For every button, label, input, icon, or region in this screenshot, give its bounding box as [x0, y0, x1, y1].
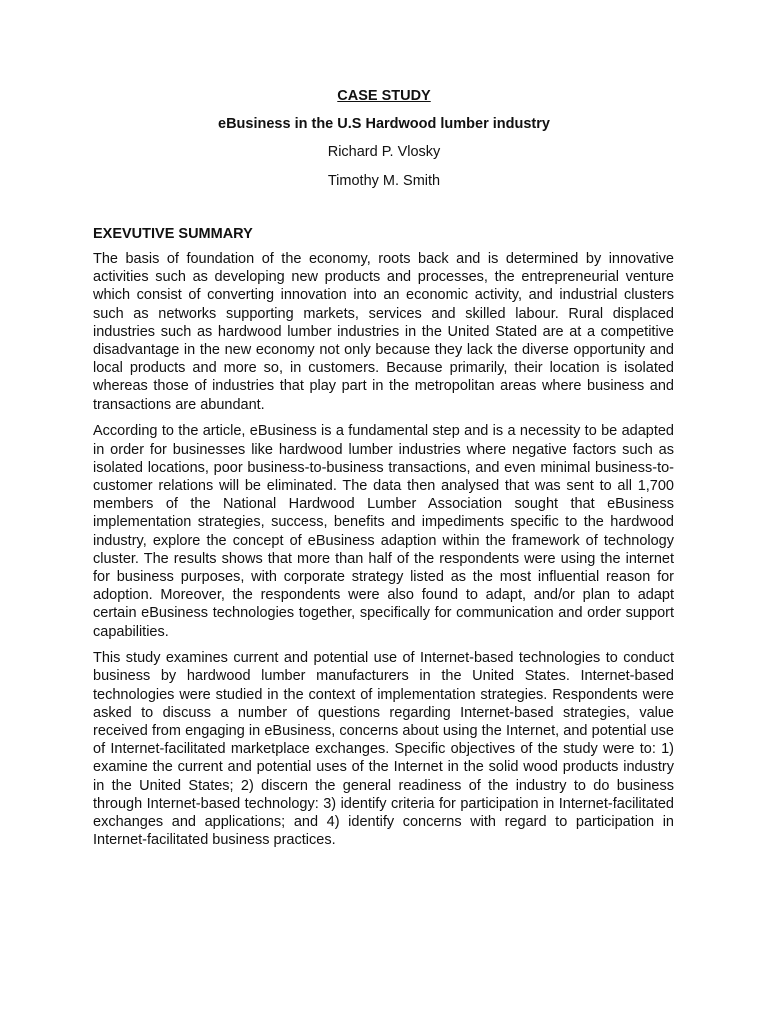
executive-summary-section — [93, 224, 674, 858]
body-paragraph: The basis of foundation of the economy, roots back and is determined by innovative activities such as developing new products and processes, the entrepreneurial venture which consist of converting innovation into an economic activity, and industrial clusters such as networks supporting markets, services and skilled labour. Rural displaced industries such as hardwood lumber industries in the United Stated are at a competitive disadvantage in the new economy not only because they lack the diverse opportunity and local products and more so, in customers. Because primarily, their location is isolated whereas those of industries that play part in the metropolitan areas where business and transactions are abundant. — [93, 251, 674, 413]
section-heading: EXEVUTIVE SUMMARY — [93, 226, 253, 242]
case-study-label: CASE STUDY — [337, 88, 431, 104]
author-name: Timothy M. Smith — [327, 173, 441, 189]
body-paragraph: According to the article, eBusiness is a fundamental step and is a necessity to be adapted in order for businesses like hardwood lumber industries where negative factors such as isolated locations, poor business-to-business transactions, and even minimal business-to-customer relations will be eliminated. The data then analysed that was sent to all 1,700 members of the National Hardwood Lumber Association sought that eBusiness implementation strategies, success, benefits and impediments specific to the hardwood industry, explore the concept of eBusiness adaption within the framework of technology cluster. The results shows that more than half of the respondents were using the internet for business purposes, with corporate strategy listed as the most influential reason for adoption. Moreover, the respondents were also found to adapt, and/or plan to adapt certain eBusiness technologies together, specifically for communication and order support capabilities. — [93, 423, 674, 640]
body-paragraph: This study examines current and potential use of Internet-based technologies to conduct business by hardwood lumber manufacturers in the United States. Internet-based technologies were studied in the context of implementation strategies. Respondents were asked to discuss a number of questions regarding Internet-based strategies, value received from engaging in eBusiness, concerns about using the Internet, and potential use of Internet-facilitated marketplace exchanges. Specific objectives of the study were to: 1) examine the current and potential uses of the Internet in the solid wood products industry in the United States; 2) discern the general readiness of the industry to do business through Internet-based technology: 3) identify criteria for participation in Internet-facilitated exchanges and applications; and 4) identify concerns with regard to participation in Internet-facilitated business practices. — [93, 650, 674, 849]
author-name: Richard P. Vlosky — [327, 144, 441, 160]
paper-title: eBusiness in the U.S Hardwood lumber industry — [218, 116, 550, 132]
document-header — [0, 86, 768, 191]
